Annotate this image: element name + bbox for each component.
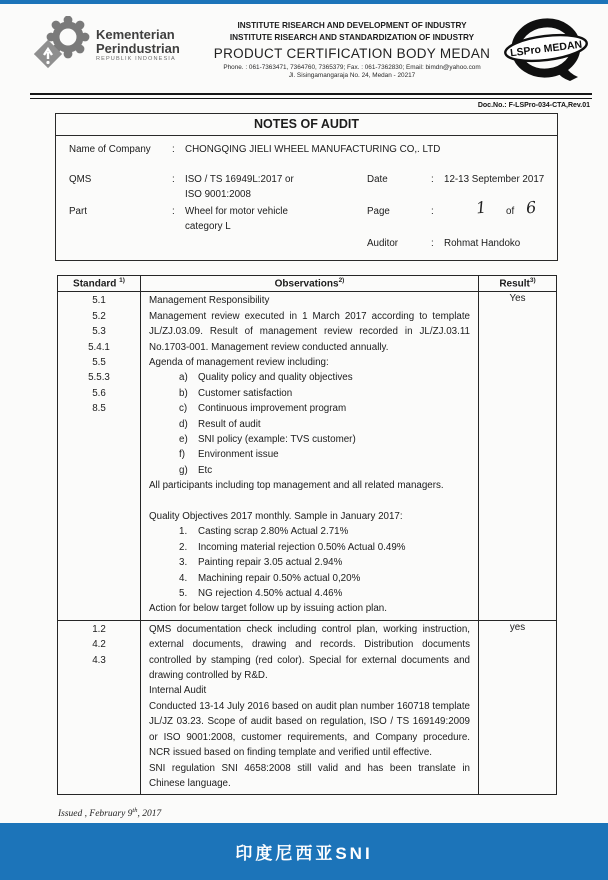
ministry-gear-icon	[34, 16, 92, 75]
notes-fields	[56, 136, 557, 260]
colon: :	[431, 206, 434, 217]
part-label: Part	[69, 206, 87, 217]
list-item: 1. Casting scrap 2.80% Actual 2.71%	[179, 526, 349, 538]
result-cell: Yes	[479, 292, 557, 621]
observation-paragraph: Agenda of management review including:	[149, 356, 329, 368]
standard-header: Standard $^{1)}$	[58, 276, 141, 292]
bottom-banner	[0, 823, 608, 880]
auditor-value: Rohmat Handoko	[444, 238, 521, 249]
observation-paragraph: Quality Objectives 2017 monthly. Sample in January 2017:	[149, 511, 403, 522]
audit-table-body	[58, 292, 557, 795]
observations-cell	[141, 620, 479, 794]
issued-date-line: Issued , February 9th, 2017	[58, 807, 162, 820]
notes-title: NOTES OF AUDIT	[56, 114, 557, 136]
list-item: g) Etc	[179, 464, 213, 476]
list-item: f) Environment issue	[179, 449, 279, 461]
observation-paragraph: Management Responsibility	[149, 295, 270, 307]
observation-paragraph: Conducted 13-14 July 2016 based on audit plan number 160718 template JL/JZ 03.23. Scope of audit based on regulation, ISO / TS 169149:2009 or ISO 9001:2008, customer requirements, and Company procedure. NCR issued based on finding template and verified until effective.	[149, 700, 470, 759]
observation-paragraph: Action for below target follow up by issuing action plan.	[149, 603, 387, 615]
qms-label: QMS	[69, 174, 92, 185]
standard-clause: 5.5	[92, 356, 106, 368]
list-item: a) Quality policy and quality objectives	[179, 372, 353, 384]
page-of-label: of	[506, 206, 515, 217]
table-header-row	[58, 276, 557, 292]
notes-of-audit-box	[55, 113, 558, 261]
blank-line	[149, 494, 470, 509]
qms-value-line2: ISO 9001:2008	[185, 189, 251, 200]
letterhead-center	[206, 16, 498, 79]
page-current-handwritten: 1	[475, 197, 488, 218]
observation-paragraph: SNI regulation SNI 4658:2008 still valid and has been translate in Chinese language.	[149, 762, 470, 789]
part-value-line2: category L	[185, 221, 231, 232]
audit-table	[57, 275, 557, 795]
doc-number: Doc.No.: F-LSPro-034-CTA,Rev.01	[477, 102, 590, 109]
list-item: 5. NG rejection 4.50% actual 4.46%	[179, 588, 343, 600]
table-row	[58, 292, 557, 621]
standard-clause: 5.1	[92, 295, 106, 307]
standard-clause: 5.3	[92, 326, 106, 338]
company-label: Name of Company	[69, 144, 151, 155]
list-item: b) Customer satisfaction	[179, 387, 293, 399]
colon: :	[172, 206, 175, 217]
standard-clause: 1.2	[92, 623, 106, 635]
ministry-name	[96, 28, 180, 62]
ministry-name-line2: Perindustrian	[96, 40, 180, 56]
letterhead	[0, 4, 608, 88]
colon: :	[172, 174, 175, 185]
result-header: Result$^{3)}$	[479, 276, 557, 292]
date-label: Date	[367, 174, 388, 185]
colon: :	[172, 144, 175, 155]
date-value: 12-13 September 2017	[444, 174, 545, 185]
letterhead-divider	[30, 93, 592, 99]
list-item: 4. Machining repair 0.50% actual 0,20%	[179, 572, 361, 584]
standard-cell	[58, 292, 141, 621]
lspro-medan-logo	[498, 16, 594, 88]
observation-paragraph: Management review executed in 1 March 2017 according to template JL/ZJ.03.09. Result of management review recorded in JL/ZJ.03.11 No.1703-001. Management review conducted annually.	[149, 310, 470, 353]
standard-clause: 5.6	[92, 387, 106, 399]
auditor-label: Auditor	[367, 238, 399, 249]
colon: :	[431, 174, 434, 185]
standard-clause: 4.2	[92, 639, 106, 651]
list-item: c) Continuous improvement program	[179, 403, 347, 415]
certification-body-title: PRODUCT CERTIFICATION BODY MEDAN	[213, 45, 491, 61]
observations-header: Observations$^{2)}$	[141, 276, 479, 292]
standard-cell	[58, 620, 141, 794]
page-total-handwritten: 6	[525, 197, 538, 218]
svg-text:LSPro MEDAN: LSPro MEDAN	[509, 38, 583, 60]
page-label: Page	[367, 206, 390, 217]
ministry-logo	[34, 16, 206, 75]
list-item: 3. Painting repair 3.05 actual 2.94%	[179, 557, 343, 569]
observations-cell	[141, 292, 479, 621]
result-cell: yes	[479, 620, 557, 794]
colon: :	[431, 238, 434, 249]
standard-clause: 5.4.1	[88, 341, 110, 353]
contact-line: Phone. : 061-7363471, 7364760, 7365379; Fax. : 061-7362830; Email: bimdn@yahoo.com	[223, 63, 481, 71]
ministry-name-line3: REPUBLIK INDONESIA	[96, 55, 176, 62]
table-row	[58, 620, 557, 794]
observation-paragraph: Internal Audit	[149, 685, 207, 697]
standard-clause: 8.5	[92, 403, 106, 415]
list-item: e) SNI policy (example: TVS customer)	[179, 433, 356, 445]
company-value: CHONGQING JIELI WHEEL MANUFACTURING CO,. LTD	[185, 144, 441, 155]
banner-text: 印度尼西亚SNI	[235, 844, 373, 863]
observation-paragraph: QMS documentation check including control plan, working instruction, external documents, drawing and records. Distribution documents controlled by stamping (red color). Special for external documents and drawing controlled by R&D.	[149, 623, 470, 682]
institute-line-2: INSTITUTE RISEARCH AND STANDARDIZATION OF INDUSTRY	[229, 32, 475, 42]
part-value-line1: Wheel for motor vehicle	[185, 206, 288, 217]
standard-clause: 5.5.3	[88, 372, 110, 384]
qms-value-line1: ISO / TS 16949L:2017 or	[185, 174, 294, 185]
list-item: 2. Incoming material rejection 0.50% Actual 0.49%	[179, 541, 406, 553]
list-item: d) Result of audit	[179, 418, 261, 430]
standard-clause: 4.3	[92, 654, 106, 666]
observation-paragraph: All participants including top management and all related managers.	[149, 480, 444, 492]
institute-line-1: INSTITUTE RISEARCH AND DEVELOPMENT OF INDUSTRY	[237, 21, 467, 30]
address-line: Jl. Sisingamangaraja No. 24, Medan - 20217	[288, 71, 416, 79]
standard-clause: 5.2	[92, 310, 106, 322]
ministry-name-line1: Kementerian	[96, 27, 175, 43]
